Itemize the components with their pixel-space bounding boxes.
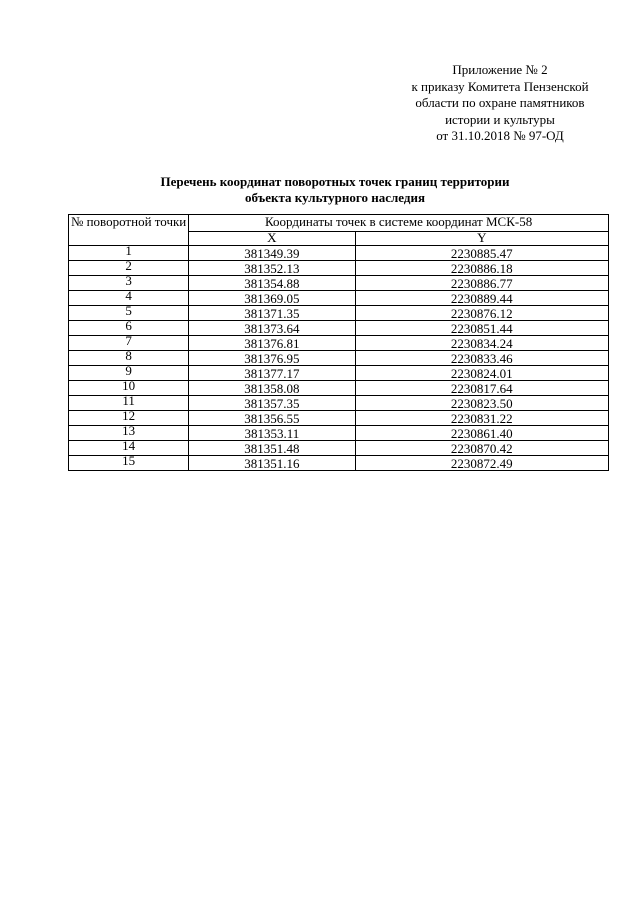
table-row bbox=[69, 276, 609, 291]
y-coordinate-cell: 2230872.49 bbox=[355, 456, 608, 471]
y-coordinate-cell: 2230831.22 bbox=[355, 411, 608, 426]
header-x: X bbox=[189, 231, 355, 245]
y-coordinate-cell: 2230834.24 bbox=[355, 336, 608, 351]
x-coordinate-cell: 381349.39 bbox=[189, 246, 355, 261]
coordinates-table bbox=[68, 214, 609, 471]
table-row bbox=[69, 306, 609, 321]
table-row bbox=[69, 381, 609, 396]
appendix-line: к приказу Комитета Пензенской bbox=[411, 78, 589, 94]
appendix-block bbox=[400, 62, 600, 145]
x-coordinate-cell: 381354.88 bbox=[189, 276, 355, 291]
table-body bbox=[69, 246, 609, 471]
table-row bbox=[69, 441, 609, 456]
x-coordinate-cell: 381356.55 bbox=[189, 411, 355, 426]
table-row bbox=[69, 396, 609, 411]
point-number-cell: 10 bbox=[69, 381, 189, 396]
y-coordinate-cell: 2230889.44 bbox=[355, 291, 608, 306]
point-number-cell: 4 bbox=[69, 291, 189, 306]
appendix-line: Приложение № 2 bbox=[452, 62, 548, 77]
document-title bbox=[0, 174, 640, 206]
x-coordinate-cell: 381376.95 bbox=[189, 351, 355, 366]
x-coordinate-cell: 381373.64 bbox=[189, 321, 355, 336]
table-row bbox=[69, 426, 609, 441]
x-coordinate-cell: 381352.13 bbox=[189, 261, 355, 276]
point-number-cell: 5 bbox=[69, 306, 189, 321]
y-coordinate-cell: 2230861.40 bbox=[355, 426, 608, 441]
y-coordinate-cell: 2230833.46 bbox=[355, 351, 608, 366]
table-row bbox=[69, 351, 609, 366]
point-number-cell: 6 bbox=[69, 321, 189, 336]
x-coordinate-cell: 381369.05 bbox=[189, 291, 355, 306]
y-coordinate-cell: 2230870.42 bbox=[355, 441, 608, 456]
table-row bbox=[69, 291, 609, 306]
y-coordinate-cell: 2230876.12 bbox=[355, 306, 608, 321]
x-coordinate-cell: 381353.11 bbox=[189, 426, 355, 441]
point-number-cell: 15 bbox=[69, 456, 189, 471]
appendix-line: от 31.10.2018 № 97-ОД bbox=[436, 128, 564, 143]
y-coordinate-cell: 2230851.44 bbox=[355, 321, 608, 336]
table-row bbox=[69, 456, 609, 471]
y-coordinate-cell: 2230885.47 bbox=[355, 246, 608, 261]
x-coordinate-cell: 381357.35 bbox=[189, 396, 355, 411]
y-coordinate-cell: 2230824.01 bbox=[355, 366, 608, 381]
point-number-cell: 1 bbox=[69, 246, 189, 261]
x-coordinate-cell: 381377.17 bbox=[189, 366, 355, 381]
appendix-line: области по охране памятников bbox=[415, 95, 585, 110]
x-coordinate-cell: 381376.81 bbox=[189, 336, 355, 351]
table-row bbox=[69, 321, 609, 336]
x-coordinate-cell: 381358.08 bbox=[189, 381, 355, 396]
point-number-cell: 7 bbox=[69, 336, 189, 351]
table-row bbox=[69, 411, 609, 426]
y-coordinate-cell: 2230886.18 bbox=[355, 261, 608, 276]
point-number-cell: 9 bbox=[69, 366, 189, 381]
document-title-line: объекта культурного наследия bbox=[245, 190, 425, 205]
header-point-number: № поворотной точки bbox=[69, 215, 189, 246]
x-coordinate-cell: 381351.16 bbox=[189, 456, 355, 471]
table-row bbox=[69, 246, 609, 261]
document-title-line: Перечень координат поворотных точек границ территории bbox=[160, 174, 510, 189]
x-coordinate-cell: 381351.48 bbox=[189, 441, 355, 456]
table-row bbox=[69, 336, 609, 351]
y-coordinate-cell: 2230817.64 bbox=[355, 381, 608, 396]
point-number-cell: 8 bbox=[69, 351, 189, 366]
point-number-cell: 13 bbox=[69, 426, 189, 441]
table-row bbox=[69, 366, 609, 381]
y-coordinate-cell: 2230886.77 bbox=[355, 276, 608, 291]
point-number-cell: 11 bbox=[69, 396, 189, 411]
point-number-cell: 12 bbox=[69, 411, 189, 426]
header-coordinate-system: Координаты точек в системе координат МСК-58 bbox=[189, 215, 609, 232]
table-row bbox=[69, 261, 609, 276]
x-coordinate-cell: 381371.35 bbox=[189, 306, 355, 321]
point-number-cell: 3 bbox=[69, 276, 189, 291]
point-number-cell: 2 bbox=[69, 261, 189, 276]
header-y: Y bbox=[355, 231, 608, 245]
y-coordinate-cell: 2230823.50 bbox=[355, 396, 608, 411]
point-number-cell: 14 bbox=[69, 441, 189, 456]
appendix-line: истории и культуры bbox=[445, 111, 555, 127]
